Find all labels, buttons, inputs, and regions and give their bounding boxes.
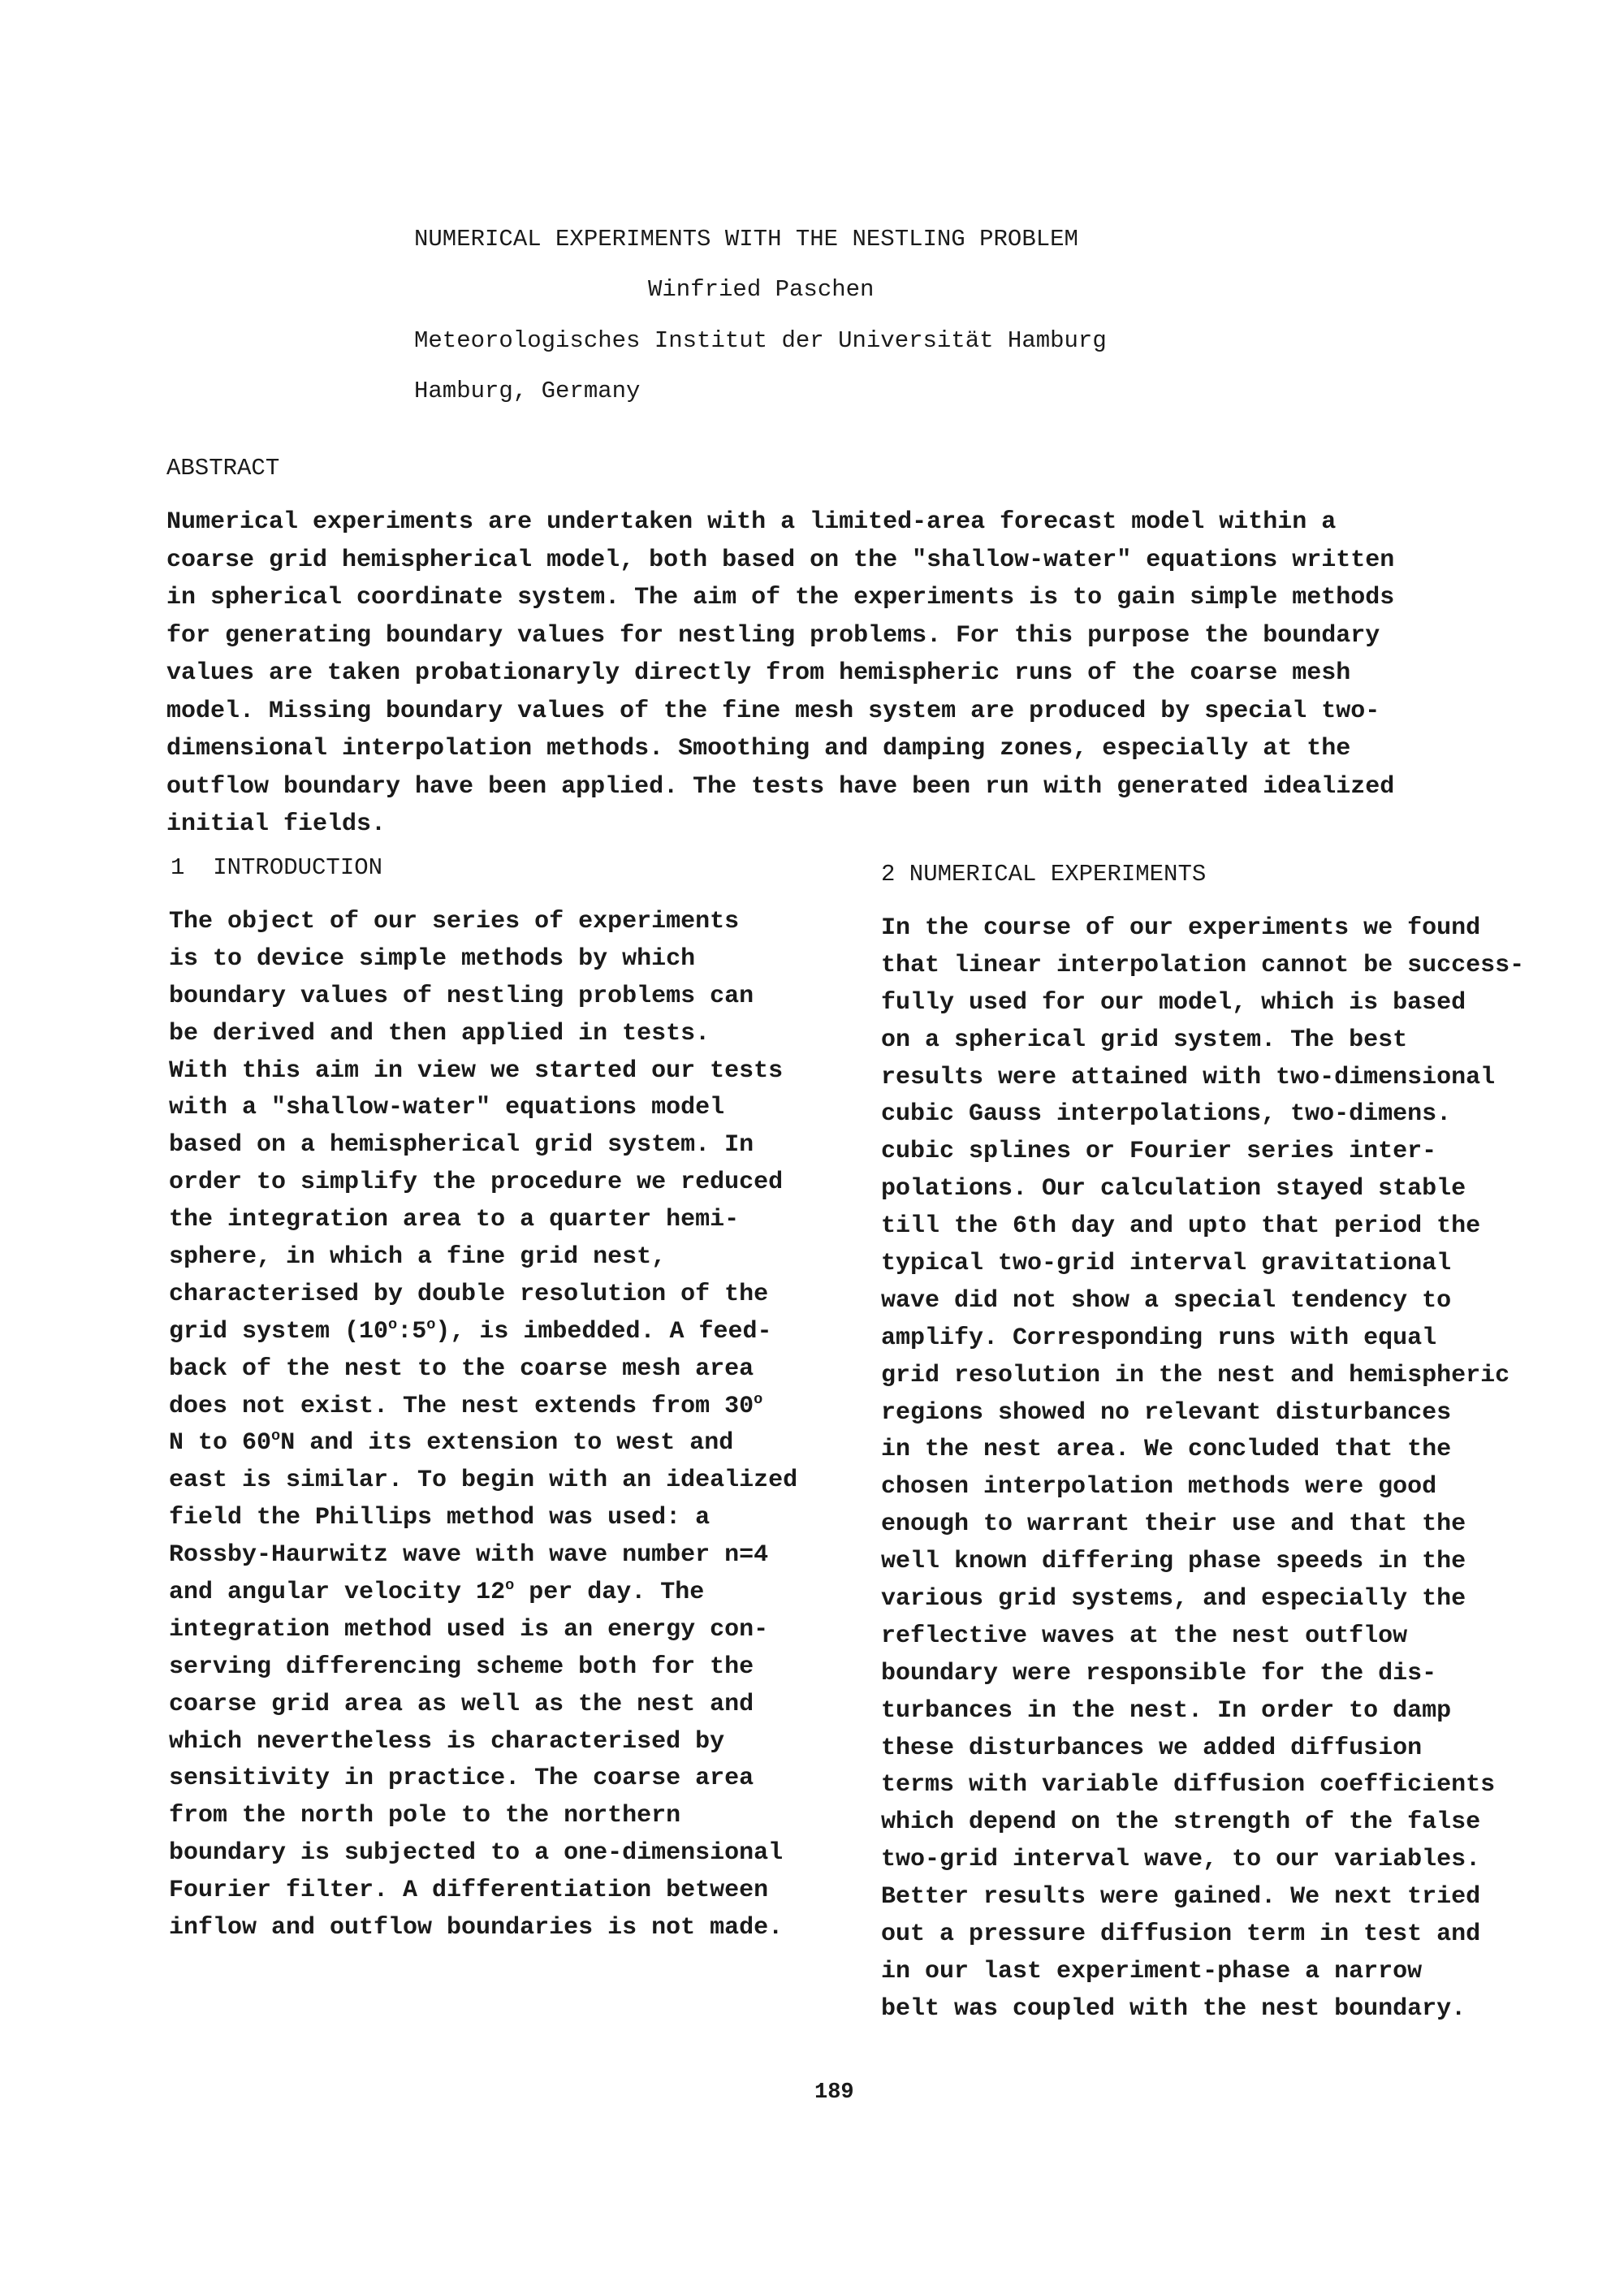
section2-line: till the 6th day and upto that period the <box>881 1212 1481 1241</box>
section1-line: east is similar. To begin with an idealized <box>169 1467 798 1495</box>
section2-line: in our last experiment-phase a narrow <box>881 1957 1423 1985</box>
section2-line: boundary were responsible for the dis- <box>881 1659 1437 1687</box>
section1-line: characterised by double resolution of the <box>169 1280 769 1308</box>
section-2-text <box>881 910 1524 2028</box>
abstract-line: coarse grid hemispherical model, both based on the "shallow-water" equations written <box>166 546 1395 574</box>
page-number: 189 <box>814 2080 854 2105</box>
section2-line: in the nest area. We concluded that the <box>881 1436 1452 1464</box>
section1-line: inflow and outflow boundaries is not made. <box>169 1914 784 1942</box>
affiliation: Meteorologisches Institut der Universität Hamburg <box>414 327 1107 354</box>
section2-line: well known differing phase speeds in the <box>881 1548 1466 1576</box>
abstract-text <box>166 503 1394 844</box>
abstract-line: Numerical experiments are undertaken with a limited-area forecast model within a <box>166 508 1337 536</box>
section1-line: from the north pole to the northern <box>169 1802 681 1830</box>
section1-line: order to simplify the procedure we reduced <box>169 1169 784 1197</box>
section1-line: and angular velocity 12$^o$ per day. The <box>169 1577 705 1607</box>
abstract-line: initial fields. <box>166 810 387 838</box>
abstract-line: values are taken probationaryly directly from hemispheric runs of the coarse mesh <box>166 659 1351 687</box>
section1-line: Fourier filter. A differentiation between <box>169 1877 769 1905</box>
section1-line: N to 60$^o$N and its extension to west and <box>169 1428 734 1458</box>
section1-line: integration method used is an energy con- <box>169 1615 769 1644</box>
section2-line: out a pressure diffusion term in test and <box>881 1920 1481 1949</box>
section1-line: does not exist. The nest extends from 30$^o$ <box>169 1390 763 1420</box>
section2-line: on a spherical grid system. The best <box>881 1026 1408 1054</box>
section2-line: belt was coupled with the nest boundary. <box>881 1994 1466 2023</box>
section1-line: back of the nest to the coarse mesh area <box>169 1354 754 1383</box>
section1-line: is to device simple methods by which <box>169 944 696 973</box>
section2-line: two-grid interval wave, to our variables. <box>881 1846 1481 1874</box>
section1-line: with a "shallow-water" equations model <box>169 1094 725 1122</box>
section1-line: boundary values of nestling problems can <box>169 982 754 1010</box>
section2-line: In the course of our experiments we found <box>881 914 1481 942</box>
section1-line: sensitivity in practice. The coarse area <box>169 1765 754 1793</box>
section2-line: amplify. Corresponding runs with equal <box>881 1324 1437 1352</box>
section1-line: Rossby-Haurwitz wave with wave number n=4 <box>169 1541 769 1570</box>
section-2-heading: 2 NUMERICAL EXPERIMENTS <box>881 861 1207 888</box>
section2-line: which depend on the strength of the false <box>881 1808 1481 1837</box>
section2-line: wave did not show a special tendency to <box>881 1286 1452 1315</box>
abstract-line: in spherical coordinate system. The aim of the experiments is to gain simple methods <box>166 584 1395 611</box>
section2-line: turbances in the nest. In order to damp <box>881 1696 1452 1725</box>
section1-line: coarse grid area as well as the nest and <box>169 1690 754 1718</box>
section1-line: which nevertheless is characterised by <box>169 1727 725 1756</box>
section2-line: cubic Gauss interpolations, two-dimens. <box>881 1100 1452 1129</box>
section2-line: results were attained with two-dimensional <box>881 1063 1496 1091</box>
section-1-text <box>169 904 797 1947</box>
section2-line: these disturbances we added diffusion <box>881 1734 1423 1762</box>
section-1-heading: 1 INTRODUCTION <box>171 854 383 881</box>
section1-line: With this aim in view we started our tests <box>169 1056 784 1085</box>
section2-line: fully used for our model, which is based <box>881 988 1466 1017</box>
abstract-line: for generating boundary values for nestling problems. For this purpose the boundary <box>166 621 1380 650</box>
section2-line: various grid systems, and especially the <box>881 1585 1466 1614</box>
abstract-line: outflow boundary have been applied. The tests have been run with generated idealized <box>166 772 1395 801</box>
section2-line: cubic splines or Fourier series inter- <box>881 1138 1437 1166</box>
abstract-line: dimensional interpolation methods. Smoothing and damping zones, especially at the <box>166 735 1351 763</box>
section1-line: field the Phillips method was used: a <box>169 1504 710 1532</box>
section2-line: polations. Our calculation stayed stable <box>881 1175 1466 1203</box>
section1-line: grid system (10$^o$:5$^o$), is imbedded. A feed- <box>169 1315 772 1346</box>
abstract-line: model. Missing boundary values of the fine mesh system are produced by special two- <box>166 697 1380 725</box>
section1-line: serving differencing scheme both for the <box>169 1652 754 1681</box>
section2-line: grid resolution in the nest and hemispheric <box>881 1361 1510 1389</box>
section1-line: The object of our series of experiments <box>169 908 740 935</box>
section2-line: typical two-grid interval gravitational <box>881 1250 1452 1278</box>
paper-title: NUMERICAL EXPERIMENTS WITH THE NESTLING PROBLEM <box>414 226 1078 253</box>
location: Hamburg, Germany <box>414 378 641 404</box>
section2-line: regions showed no relevant disturbances <box>881 1398 1452 1427</box>
section2-line: chosen interpolation methods were good <box>881 1473 1437 1501</box>
section1-line: based on a hemispherical grid system. In <box>169 1131 754 1160</box>
section2-line: terms with variable diffusion coefficients <box>881 1771 1496 1799</box>
section1-line: be derived and then applied in tests. <box>169 1019 710 1048</box>
section2-line: reflective waves at the nest outflow <box>881 1622 1408 1650</box>
author-name: Winfried Paschen <box>648 276 875 303</box>
section2-line: Better results were gained. We next tried <box>881 1883 1481 1912</box>
section2-line: that linear interpolation cannot be success- <box>881 951 1525 979</box>
section1-line: boundary is subjected to a one-dimensional <box>169 1839 784 1868</box>
abstract-heading: ABSTRACT <box>166 455 280 482</box>
section1-line: the integration area to a quarter hemi- <box>169 1206 740 1234</box>
section2-line: enough to warrant their use and that the <box>881 1510 1466 1539</box>
section1-line: sphere, in which a fine grid nest, <box>169 1243 667 1272</box>
